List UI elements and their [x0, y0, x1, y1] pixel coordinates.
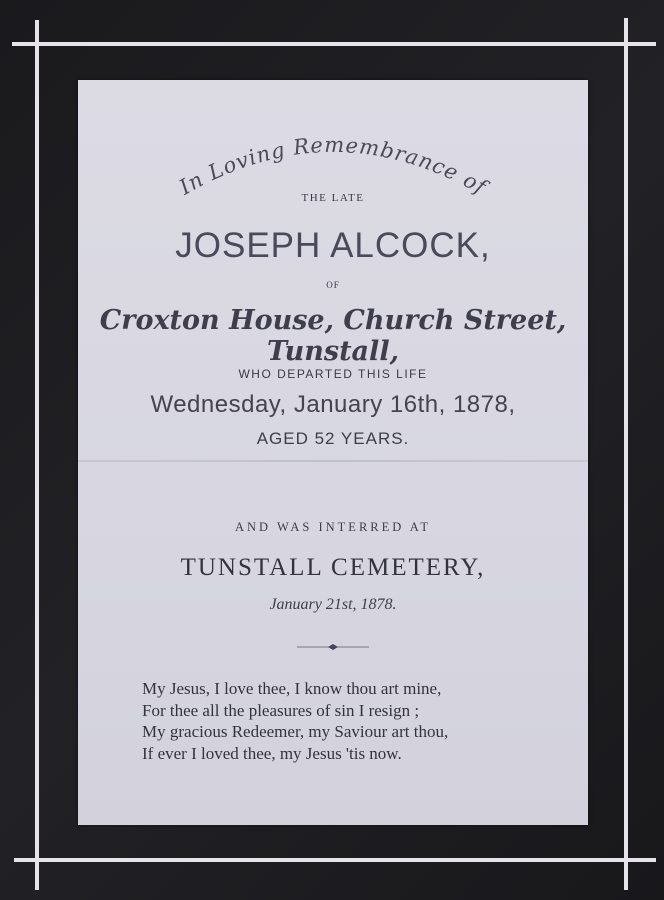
card-fold-crease	[78, 460, 588, 462]
verse-line: My Jesus, I love thee, I know thou art mine,	[142, 679, 442, 698]
verse-line: If ever I loved thee, my Jesus 'tis now.	[142, 743, 402, 763]
address: Croxton House, Church Street, Tunstall,	[99, 305, 567, 367]
heading-arc	[138, 102, 528, 222]
border-line-left	[35, 20, 39, 890]
border-line-top	[12, 42, 656, 46]
the-late-label: THE LATE	[301, 192, 365, 204]
heading-text-path: In Loving Remembrance of	[175, 132, 491, 200]
verse-line: My gracious Redeemer, my Saviour art thou,	[142, 722, 449, 741]
interred-label: AND WAS INTERRED AT	[234, 520, 431, 534]
memorial-card	[78, 80, 588, 825]
hymn-verse	[142, 678, 542, 764]
cemetery-name: TUNSTALL CEMETERY,	[180, 554, 486, 581]
age: AGED 52 YEARS.	[256, 429, 410, 448]
heading-text	[174, 133, 492, 201]
burial-date: January 21st, 1878.	[269, 596, 397, 613]
verse-line: For thee all the pleasures of sin I resign ;	[142, 700, 420, 720]
deceased-name: JOSEPH ALCOCK,	[175, 226, 491, 265]
ornamental-divider	[297, 644, 369, 650]
death-date: Wednesday, January 16th, 1878,	[150, 391, 516, 418]
border-line-bottom	[14, 858, 656, 862]
border-line-right	[624, 18, 628, 890]
departed-label: WHO DEPARTED THIS LIFE	[238, 367, 428, 381]
of-label: OF	[326, 280, 340, 290]
